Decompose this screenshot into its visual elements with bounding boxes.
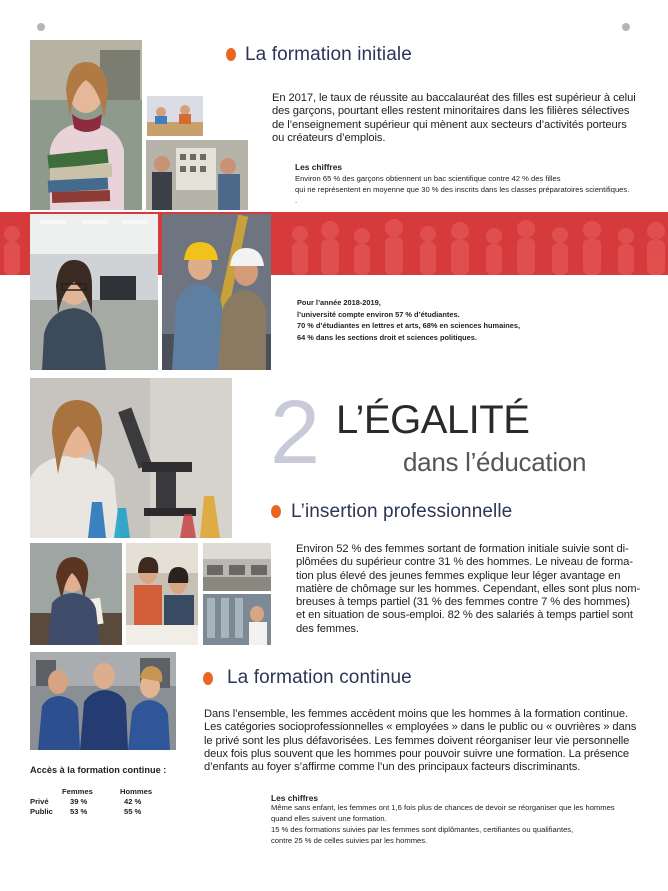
photo-women-colleagues <box>126 543 198 645</box>
photo-lab-workers <box>146 140 248 210</box>
col-header-hommes: Hommes <box>120 786 153 796</box>
photo-factory-worker <box>203 594 271 645</box>
photo-student-with-books <box>30 40 142 210</box>
photo-scientist-microscope <box>30 378 232 538</box>
paragraph-formation-initiale: En 2017, le taux de réussite au baccalauréat des filles est supérieur à celui des garçons, pourtant elles restent minoritaires dans les filières sélectives de l’enseignement supérieur qui mènent aux secteurs d’activités porteurs ou créateurs d’emplois. <box>272 92 636 144</box>
row-label-prive: Privé <box>30 796 49 806</box>
photo-classroom-small <box>147 96 203 136</box>
table-row <box>30 806 170 816</box>
universite-stats: Pour l’année 2018-2019, l’université compte environ 57 % d’étudiantes. 70 % d’étudiantes en lettres et arts, 68% en sciences humaines, 64 % dans les sections droit et sciences politiques. <box>297 298 521 342</box>
row-label-public: Public <box>30 806 53 816</box>
cell-public-femmes: 53 % <box>70 806 88 816</box>
chiffres-title-continue: Les chiffres <box>271 793 319 803</box>
bullet-insertion-professionnelle <box>271 505 281 518</box>
photo-open-office <box>203 543 271 591</box>
col-header-femmes: Femmes <box>62 786 93 796</box>
cell-public-hommes: 55 % <box>124 806 142 816</box>
photo-engineers-hardhats <box>162 214 271 370</box>
heading-insertion-professionnelle: L’insertion professionnelle <box>291 501 513 522</box>
chapter-number: 2 <box>270 383 321 483</box>
heading-formation-initiale: La formation initiale <box>245 44 412 65</box>
chiffres-text-continue: Même sans enfant, les femmes ont 1,6 fois plus de chances de devoir se réorganiser que les hommes quand elles suivent une formation. 15 % des formations suivies par les femmes sont diplômantes, certifiantes ou qualifiantes, contre 25 % de celles suivies par les hommes. <box>271 803 615 845</box>
bullet-formation-initiale <box>226 48 236 61</box>
heading-formation-continue: La formation continue <box>227 667 412 688</box>
table-header-row <box>30 786 170 796</box>
chapter-subtitle: dans l’éducation <box>403 447 587 477</box>
photo-industrial-workers <box>30 652 176 750</box>
paragraph-insertion-professionnelle: Environ 52 % des femmes sortant de formation initiale suivie sont di- plômées du supérieur contre 31 % des hommes. Le niveau de forma- tion plus élevé des jeunes femmes explique leur léger avantage en matière de chômage sur les hommes. Cependant, elles sont plus nom- breuses à temps partiel (31 % des femmes contre 7 % des hommes) et en situation de sous-emploi. 82 % des salariés à temps partiel sont des femmes. <box>296 543 641 635</box>
chiffres-title-initiale: Les chiffres <box>295 162 343 172</box>
table-row <box>30 796 170 806</box>
bullet-formation-continue <box>203 672 213 685</box>
corner-dot-left <box>37 23 45 31</box>
cell-prive-femmes: 39 % <box>70 796 88 806</box>
cell-prive-hommes: 42 % <box>124 796 142 806</box>
acces-formation-table <box>30 786 170 816</box>
photo-woman-reading <box>30 543 122 645</box>
paragraph-formation-continue: Dans l’ensemble, les femmes accèdent moins que les hommes à la formation continue. Les catégories socioprofessionnelles « employées » dans le public ou « ouvrières » dans le privé sont les plus défavorisées. Les femmes doivent réorganiser leur vie personnelle deux fois plus souvent que les hommes pour pouvoir suivre une formation. La présence d’enfants au foyer s’affirme comme l’un des principaux facteurs discriminants. <box>204 708 637 774</box>
photo-student-computer-room <box>30 214 158 370</box>
acces-formation-title: Accès à la formation continue : <box>30 765 167 775</box>
corner-dot-right <box>622 23 630 31</box>
chiffres-text-initiale: Environ 65 % des garçons obtiennent un bac scientifique contre 42 % des filles qui ne représentent en moyenne que 30 % des inscrits dans les classes préparatoires scientifiques. . <box>295 174 630 205</box>
chapter-title: L’ÉGALITÉ <box>336 398 530 442</box>
